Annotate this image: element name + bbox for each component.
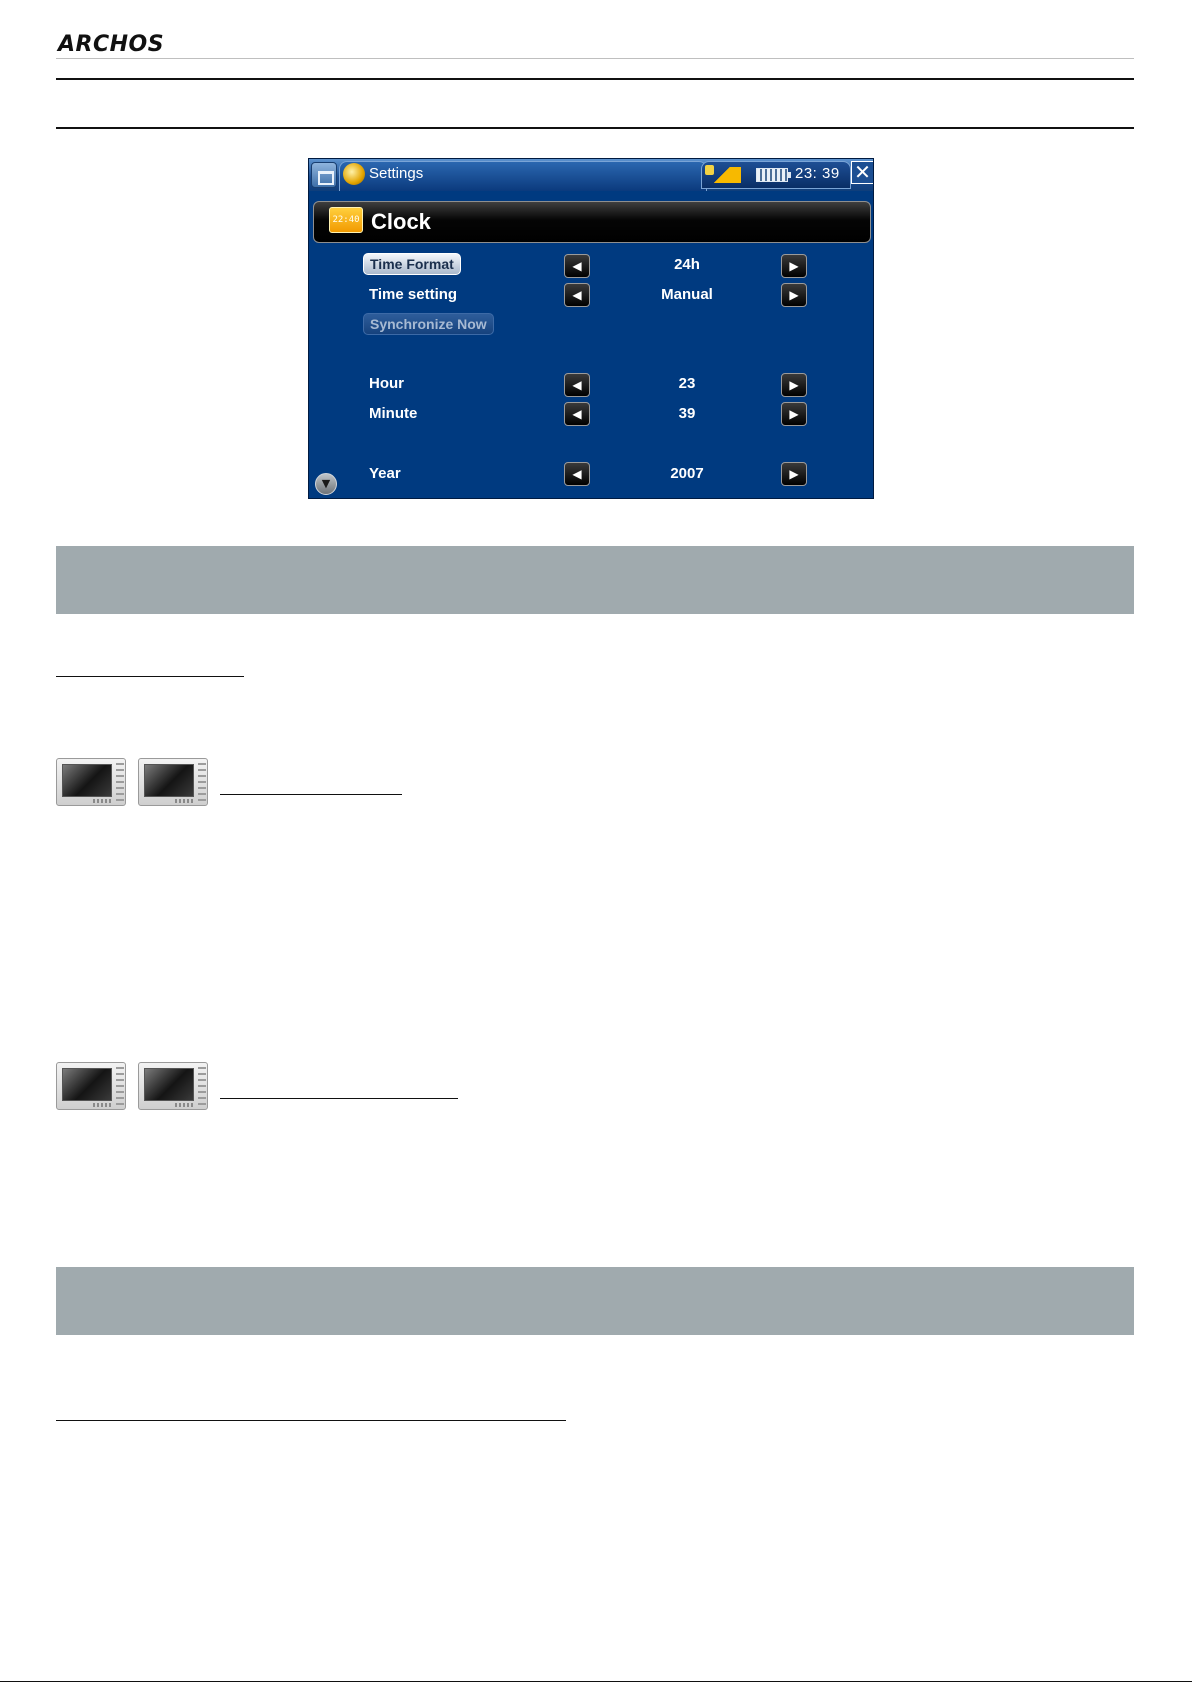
year-value: 2007 (670, 465, 704, 482)
close-icon[interactable]: ✕ (851, 161, 874, 184)
subheading-underline (56, 676, 244, 677)
hour-prev-button[interactable]: ◀ (564, 373, 590, 397)
brand-logo: ARCHOS (58, 32, 165, 57)
year-label: Year (369, 465, 401, 482)
time-format-next-button[interactable]: ▶ (781, 254, 807, 278)
top-rule-2 (56, 127, 1134, 129)
hour-next-button[interactable]: ▶ (781, 373, 807, 397)
year-prev-button[interactable]: ◀ (564, 462, 590, 486)
device-thumbnail (138, 1062, 208, 1110)
tab-title: Settings (369, 165, 424, 182)
section-bar (56, 1267, 1134, 1335)
device-screenshot (308, 158, 874, 499)
device-thumbnail (138, 758, 208, 806)
subheading-underline (220, 1098, 458, 1099)
header-divider (56, 58, 1134, 59)
status-time: 23: 39 (795, 165, 840, 182)
window-menu-icon[interactable] (311, 162, 337, 188)
hour-value: 23 (678, 375, 696, 392)
minute-value: 39 (678, 405, 696, 422)
device-thumbnail (56, 1062, 126, 1110)
synchronize-now-button[interactable]: Synchronize Now (363, 313, 494, 335)
time-setting-value: Manual (661, 286, 713, 303)
device-thumbnail (56, 758, 126, 806)
minute-next-button[interactable]: ▶ (781, 402, 807, 426)
minute-label: Minute (369, 405, 418, 422)
time-format-button[interactable]: Time Format (363, 253, 461, 275)
screen-title: Clock (371, 209, 431, 234)
subheading-underline (220, 794, 402, 795)
footer-rule (0, 1681, 1192, 1682)
settings-icon (343, 163, 365, 185)
volume-icon (707, 167, 741, 183)
minute-prev-button[interactable]: ◀ (564, 402, 590, 426)
subheading-underline (56, 1420, 566, 1421)
time-setting-prev-button[interactable]: ◀ (564, 283, 590, 307)
year-next-button[interactable]: ▶ (781, 462, 807, 486)
time-format-value: 24h (674, 256, 700, 273)
time-format-prev-button[interactable]: ◀ (564, 254, 590, 278)
section-bar (56, 546, 1134, 614)
time-setting-label: Time setting (369, 286, 458, 303)
time-setting-next-button[interactable]: ▶ (781, 283, 807, 307)
battery-icon (756, 168, 788, 182)
clock-icon: 22:40 (329, 207, 363, 233)
scroll-down-icon[interactable]: ▼ (315, 473, 337, 495)
top-rule (56, 78, 1134, 80)
hour-label: Hour (369, 375, 404, 392)
